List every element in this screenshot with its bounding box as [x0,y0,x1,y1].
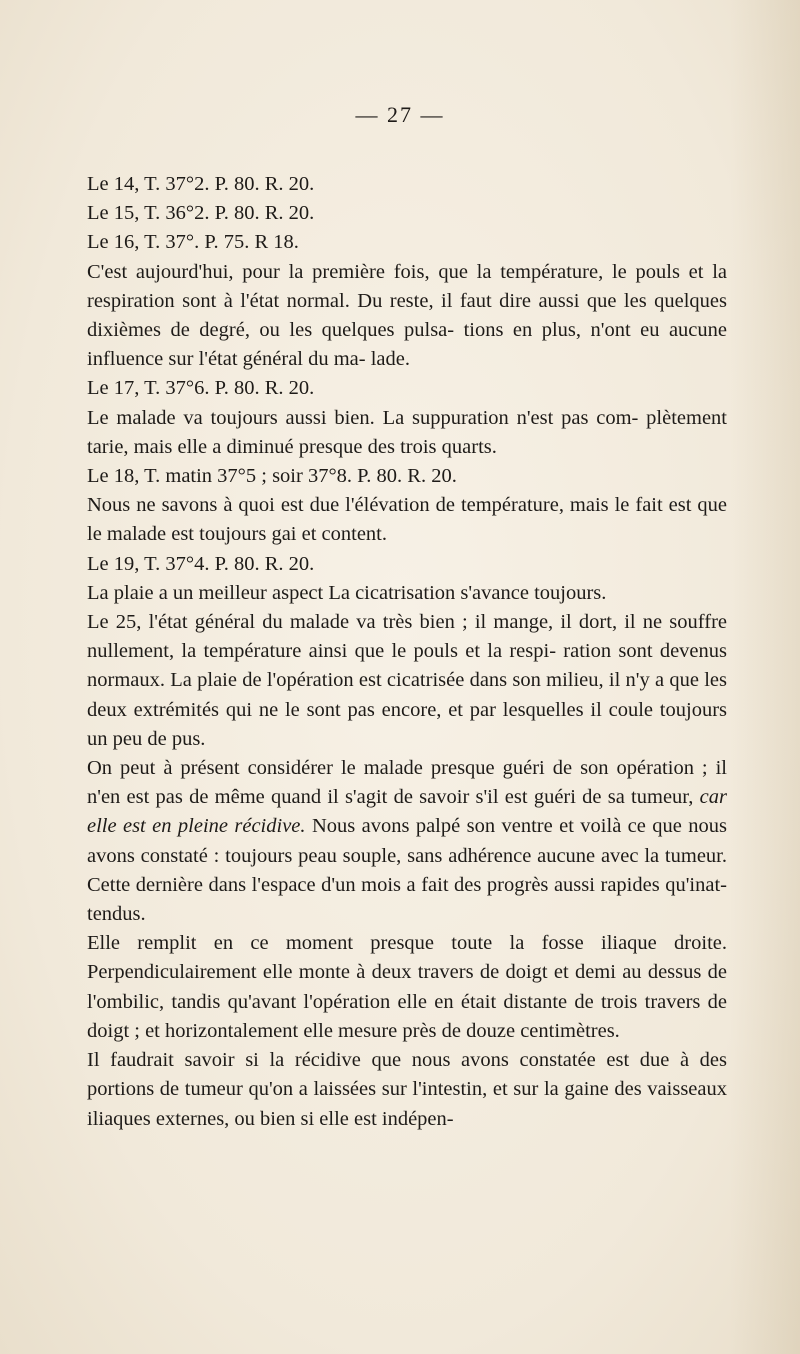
paragraph: Le 25, l'état général du malade va très bien ; il mange, il dort, il ne souffre nullement, la température ainsi que le pouls et la respi- ration sont devenus normaux. La plaie de l'opération est cicatrisée dans son milieu, il n'y a que les deux extrémités qui ne le sont pas encore, et par lesquelles il coule toujours un peu de pus. [87,611,727,750]
paragraph-with-italic [87,754,727,929]
paragraph: Il faudrait savoir si la récidive que nous avons constatée est due à des portions de tumeur qu'on a laissées sur l'intestin, et sur la gaine des vaisseaux iliaques externes, ou bien si elle est indépen- [87,1049,727,1130]
log-entry-16: Le 16, T. 37°. P. 75. R 18. [87,231,299,254]
log-entry-19: Le 19, T. 37°4. P. 80. R. 20. [87,552,315,575]
log-entry-17: Le 17, T. 37°6. P. 80. R. 20. [87,377,315,400]
paragraph: Le malade va toujours aussi bien. La suppuration n'est pas com- plètement tarie, mais elle a diminué presque des trois quarts. [87,406,727,458]
text-run: On peut à présent considérer le malade presque guéri de son opération ; il n'en est pas de même quand il s'agit de savoir s'il est guéri de sa tumeur, [87,757,727,809]
paragraph: C'est aujourd'hui, pour la première fois, que la température, le pouls et la respiration sont à l'état normal. Du reste, il faut dire aussi que les quelques dixièmes de degré, ou les quelques pulsa- tions en plus, n'ont eu aucune influence sur l'état général du ma- lade. [87,260,727,371]
paragraph: Nous ne savons à quoi est due l'élévation de température, mais le fait est que le malade est toujours gai et content. [87,494,727,546]
log-entry-18: Le 18, T. matin 37°5 ; soir 37°8. P. 80. R. 20. [87,465,457,488]
page-number: — 27 — [355,102,445,127]
body-text [87,170,727,1134]
text-run: Nous avons palpé son ventre et voilà ce que nous avons constaté : toujours peau souple, sans adhérence aucune avec la tumeur. Cette dernière dans l'espace d'un mois a fait des progrès aussi rapides qu'inat- tendus. [87,815,728,926]
log-entry-14: Le 14, T. 37°2. P. 80. R. 20. [87,173,315,195]
paragraph: Elle remplit en ce moment presque toute la fosse iliaque droite. Perpendiculairement elle monte à deux travers de doigt et demi au dessus de l'ombilic, tandis qu'avant l'opération elle en était distante de trois travers de doigt ; et horizontalement elle mesure près de douze centimètres. [87,932,727,1042]
italic-phrase: car elle est en pleine récidive. [87,786,727,838]
log-entry-15: Le 15, T. 36°2. P. 80. R. 20. [87,202,315,225]
page-edge-shadow [730,0,800,1354]
paragraph: La plaie a un meilleur aspect La cicatrisation s'avance toujours. [87,581,607,604]
